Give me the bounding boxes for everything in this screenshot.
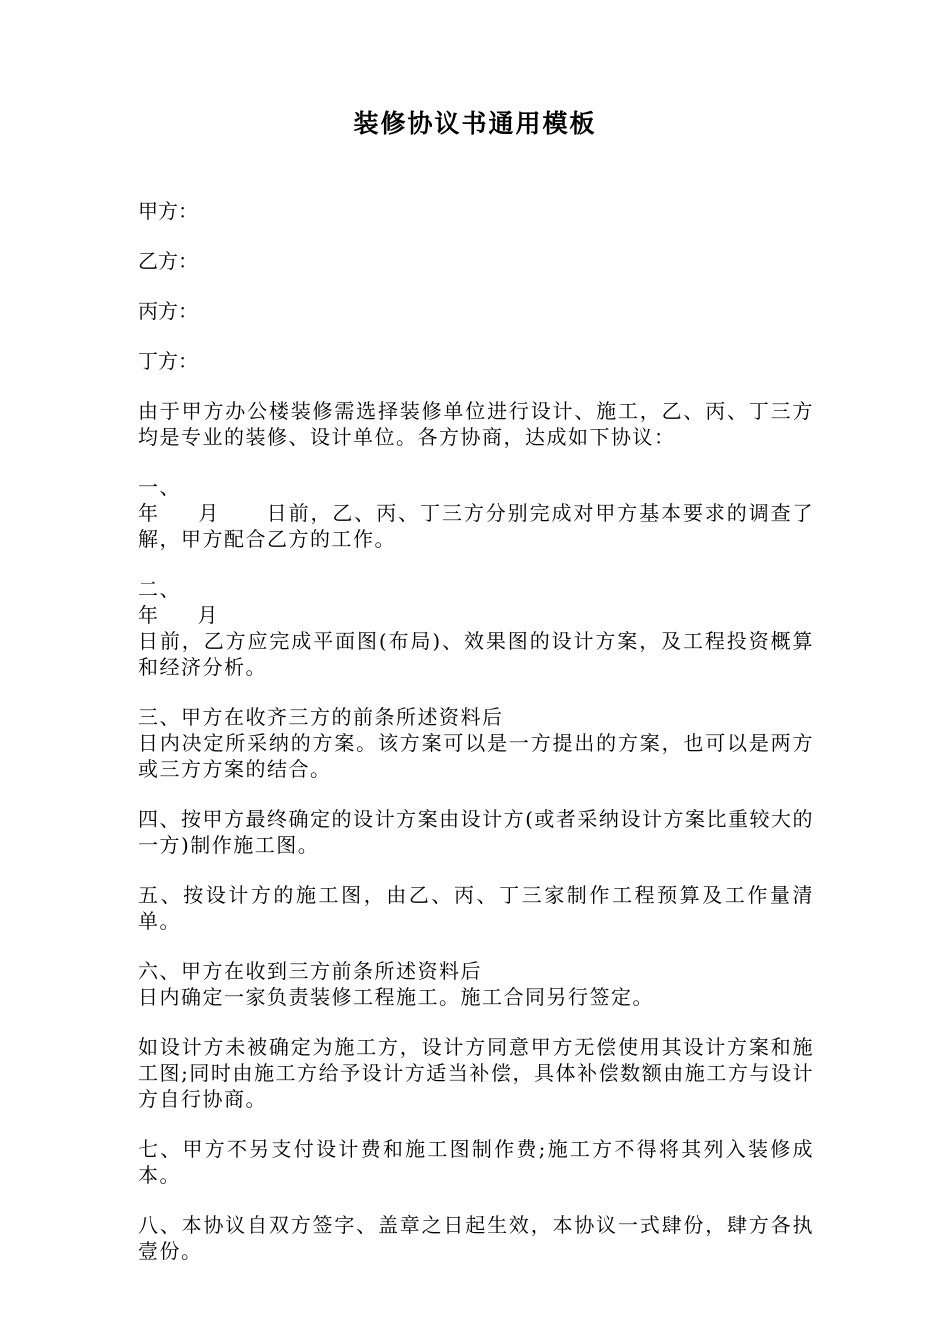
- clause-2: [138, 576, 814, 680]
- clause-3: [138, 704, 814, 782]
- clause-1-text: 日前，乙、丙、丁三方分别完成对甲方基本要求的调查了解，甲方配合乙方的工作。: [138, 501, 815, 551]
- clause-1-year-label: 年: [138, 501, 160, 525]
- party-ding-line: 丁方：: [138, 349, 198, 373]
- clause-2-number: 二、: [138, 577, 181, 601]
- clause-6-text: 日内确定一家负责装修工程施工。施工合同另行签定。: [138, 985, 654, 1009]
- clause-3-head: 三、甲方在收齐三方的前条所述资料后: [138, 705, 504, 729]
- clause-5: 五、按设计方的施工图，由乙、丙、丁三家制作工程预算及工作量清单。: [138, 883, 814, 933]
- clause-1-month-label: 月: [197, 501, 221, 525]
- clause-1-number: 一、: [138, 475, 181, 499]
- clause-2-year-label: 年: [138, 603, 160, 627]
- party-jia-line: 甲方：: [138, 199, 198, 223]
- clause-2-month-label: 月: [197, 603, 219, 627]
- clause-8: 八、本协议自双方签字、盖章之日起生效，本协议一式肆份，肆方各执壹份。: [138, 1213, 814, 1263]
- clause-1: [138, 474, 814, 552]
- document-title: 装修协议书通用模板: [353, 109, 597, 138]
- clause-6-head: 六、甲方在收到三方前条所述资料后: [138, 959, 482, 983]
- intro-paragraph: 由于甲方办公楼装修需选择装修单位进行设计、施工，乙、丙、丁三方均是专业的装修、设计单位。各方协商，达成如下协议：: [138, 399, 814, 449]
- clause-7: 七、甲方不另支付设计费和施工图制作费;施工方不得将其列入装修成本。: [138, 1137, 814, 1187]
- clause-2-text: 日前，乙方应完成平面图(布局)、效果图的设计方案，及工程投资概算和经济分析。: [138, 629, 814, 679]
- party-bing-line: 丙方：: [138, 299, 198, 323]
- document-body: [138, 198, 814, 1288]
- clause-6-note: 如设计方未被确定为施工方，设计方同意甲方无偿使用其设计方案和施工图;同时由施工方给予设计方适当补偿，具体补偿数额由施工方与设计方自行协商。: [138, 1035, 814, 1111]
- clause-4: 四、按甲方最终确定的设计方案由设计方(或者采纳设计方案比重较大的一方)制作施工图。: [138, 807, 814, 857]
- clause-6: [138, 958, 814, 1010]
- party-yi-line: 乙方：: [138, 249, 198, 273]
- clause-3-text: 日内决定所采纳的方案。该方案可以是一方提出的方案，也可以是两方或三方方案的结合。: [138, 731, 814, 781]
